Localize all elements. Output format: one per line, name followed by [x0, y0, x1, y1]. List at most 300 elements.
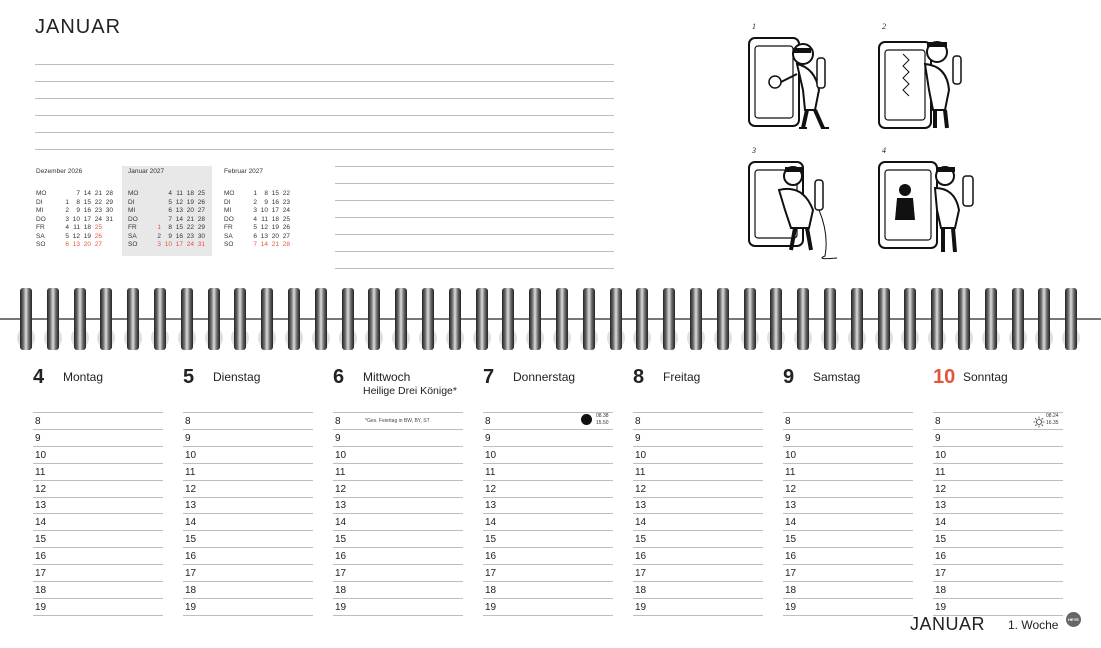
hour-label: 19	[935, 601, 947, 613]
mini-calendar-weekday: SO	[128, 241, 138, 248]
hour-line[interactable]	[333, 530, 463, 531]
mini-calendar-weekday: FR	[36, 224, 45, 231]
spiral-ring	[556, 288, 568, 350]
hour-line[interactable]	[483, 564, 613, 565]
mini-calendar-date: 20	[83, 241, 91, 248]
day-number: 10	[933, 366, 956, 388]
hour-label: 10	[785, 449, 797, 461]
mini-calendar-date: 7	[253, 241, 257, 248]
day-name: Donnerstag	[513, 370, 576, 384]
hour-line[interactable]	[783, 446, 913, 447]
hour-line[interactable]	[483, 429, 613, 430]
hour-label: 18	[185, 584, 197, 596]
mini-calendar-date: 4	[168, 190, 172, 197]
hour-line[interactable]	[783, 598, 913, 599]
mini-calendar-row	[36, 190, 113, 198]
hour-label: 17	[935, 568, 947, 579]
hour-line[interactable]	[33, 480, 163, 481]
moon-time: 15.50	[596, 420, 609, 426]
mini-calendar-weekday: DO	[36, 215, 46, 223]
hour-line[interactable]	[783, 581, 913, 582]
notes-line[interactable]	[35, 115, 614, 116]
mini-calendar-row	[36, 207, 113, 215]
mini-calendar-date: 31	[105, 215, 113, 223]
hour-line[interactable]	[33, 497, 163, 498]
notes-line[interactable]	[35, 149, 614, 150]
cartoon-number-1: 1	[752, 22, 756, 31]
hour-label: 8	[335, 415, 341, 427]
hour-line[interactable]	[783, 530, 913, 531]
day-name: Sonntag	[963, 370, 1008, 384]
mini-calendar-row	[224, 190, 290, 198]
mini-calendar-date: 17	[83, 215, 91, 223]
hour-line[interactable]	[783, 429, 913, 430]
cartoon-number-4: 4	[882, 146, 886, 155]
mini-calendar-row	[128, 190, 205, 198]
hour-line[interactable]	[33, 446, 163, 447]
hour-label: 9	[635, 432, 641, 444]
hour-label: 14	[785, 517, 797, 529]
hour-line[interactable]	[633, 480, 763, 481]
mini-calendar-weekday: DO	[224, 215, 234, 223]
mini-calendar-row	[36, 241, 113, 249]
mini-calendar-date: 29	[197, 224, 205, 231]
mini-calendar-date: 20	[186, 207, 194, 214]
hour-line[interactable]	[783, 615, 913, 616]
spiral-ring	[904, 288, 916, 350]
hour-line	[483, 412, 613, 413]
hour-line[interactable]	[483, 581, 613, 582]
day-column-samstag	[783, 366, 913, 620]
mini-calendar-weekday: SO	[224, 241, 234, 248]
hour-line[interactable]	[333, 547, 463, 548]
hour-label: 12	[335, 483, 347, 495]
notes-line[interactable]	[335, 268, 614, 269]
mini-calendar-date: 12	[175, 198, 183, 206]
hour-line[interactable]	[183, 547, 313, 548]
hour-label: 10	[185, 449, 197, 461]
spiral-ring	[502, 288, 514, 350]
hour-line[interactable]	[183, 513, 313, 514]
hour-line[interactable]	[633, 598, 763, 599]
day-column-montag	[33, 366, 163, 620]
mini-calendar-date: 24	[282, 207, 290, 214]
mini-calendar-weekday: MI	[128, 207, 136, 214]
hour-line[interactable]	[33, 547, 163, 548]
hour-line[interactable]	[333, 480, 463, 481]
hour-label: 12	[35, 483, 47, 495]
hour-label: 16	[185, 551, 197, 563]
mini-calendar-date: 21	[186, 215, 194, 223]
mini-calendar-date: 11	[176, 190, 183, 197]
mini-calendar-date: 29	[105, 198, 113, 206]
hour-line[interactable]	[33, 598, 163, 599]
hour-line[interactable]	[183, 581, 313, 582]
hour-label: 9	[935, 432, 941, 444]
mini-calendar-date: 27	[282, 232, 290, 240]
hour-label: 11	[935, 466, 946, 478]
moon-time: 08.38	[596, 413, 609, 419]
hour-line[interactable]	[483, 513, 613, 514]
spiral-ring	[449, 288, 461, 350]
hour-line[interactable]	[783, 564, 913, 565]
hour-line[interactable]	[183, 480, 313, 481]
hour-line[interactable]	[933, 581, 1063, 582]
hour-line[interactable]	[633, 446, 763, 447]
cartoon-number-3: 3	[752, 146, 756, 155]
mini-calendar-row	[128, 207, 205, 215]
hour-line[interactable]	[333, 429, 463, 430]
mini-calendar-weekday: MO	[128, 190, 139, 197]
mini-calendar-date: 25	[282, 215, 290, 223]
footer-week: 1. Woche	[1008, 618, 1059, 632]
mini-calendar-date: 18	[271, 215, 279, 223]
hour-label: 17	[335, 568, 347, 579]
mini-calendar-date: 12	[260, 224, 268, 231]
day-number: 5	[183, 366, 195, 388]
hour-label: 16	[635, 551, 647, 563]
mini-calendar-date: 10	[72, 215, 80, 223]
hour-line[interactable]	[33, 615, 163, 616]
hour-line[interactable]	[333, 581, 463, 582]
mini-calendar-row	[224, 207, 290, 215]
hour-line[interactable]	[933, 598, 1063, 599]
hour-label: 17	[635, 568, 647, 579]
spiral-ring	[985, 288, 997, 350]
spiral-ring	[744, 288, 756, 350]
hour-label: 17	[185, 568, 197, 579]
hour-line[interactable]	[633, 547, 763, 548]
hour-line[interactable]	[783, 497, 913, 498]
hour-label: 9	[185, 432, 191, 444]
hour-label: 9	[35, 432, 41, 444]
hour-line[interactable]	[333, 615, 463, 616]
mini-calendar-date: 17	[271, 207, 279, 214]
hour-line[interactable]	[633, 564, 763, 565]
mini-calendar-date: 7	[168, 215, 172, 223]
mini-calendar-date: 1	[157, 224, 161, 231]
hour-line[interactable]	[633, 513, 763, 514]
mini-calendar-date: 16	[175, 232, 183, 240]
mini-calendar-date: 8	[264, 190, 268, 197]
hour-label: 8	[485, 415, 491, 427]
mini-calendar-row	[224, 241, 290, 249]
mini-calendar-date: 10	[164, 241, 172, 248]
notes-line[interactable]	[335, 234, 614, 235]
hour-label: 19	[485, 601, 497, 613]
spiral-ring	[234, 288, 246, 350]
spiral-ring	[636, 288, 648, 350]
hour-line[interactable]	[933, 547, 1063, 548]
hour-label: 15	[485, 534, 497, 546]
hour-label: 11	[785, 466, 796, 478]
hour-label: 13	[935, 500, 947, 512]
mini-calendar-date: 11	[73, 224, 80, 231]
notes-line[interactable]	[35, 64, 614, 65]
hour-line[interactable]	[783, 513, 913, 514]
hour-line[interactable]	[633, 497, 763, 498]
mini-calendar-date: 1	[253, 190, 257, 197]
mini-calendar-date: 10	[260, 207, 268, 214]
hour-label: 18	[35, 584, 47, 596]
hour-label: 16	[785, 551, 797, 563]
hour-label: 10	[485, 449, 497, 461]
mini-calendar-row	[224, 199, 290, 207]
spiral-ring	[368, 288, 380, 350]
mini-calendar-date: 5	[168, 198, 172, 206]
hour-line[interactable]	[933, 480, 1063, 481]
hour-line[interactable]	[483, 547, 613, 548]
hour-label: 15	[635, 534, 647, 546]
hour-line[interactable]	[483, 480, 613, 481]
hour-line[interactable]	[183, 615, 313, 616]
mini-calendar-date: 25	[197, 190, 205, 197]
mini-calendar-date: 5	[253, 224, 257, 231]
day-column-mittwoch	[333, 366, 463, 620]
spiral-ring	[1038, 288, 1050, 350]
hour-line[interactable]	[933, 513, 1063, 514]
hour-line	[933, 412, 1063, 413]
hour-line[interactable]	[483, 463, 613, 464]
day-name: Mittwoch	[363, 370, 411, 384]
hour-line[interactable]	[333, 564, 463, 565]
spiral-binding	[0, 288, 1101, 354]
hour-line[interactable]	[33, 429, 163, 430]
hour-label: 14	[635, 517, 647, 529]
mini-calendar-date: 19	[271, 224, 279, 231]
mini-calendar-weekday: DI	[36, 198, 43, 206]
hour-line[interactable]	[933, 429, 1063, 430]
hour-label: 11	[635, 466, 646, 478]
hour-line[interactable]	[333, 497, 463, 498]
hour-line[interactable]	[33, 564, 163, 565]
hour-line[interactable]	[33, 581, 163, 582]
hour-line[interactable]	[183, 598, 313, 599]
notes-line[interactable]	[335, 183, 614, 184]
spiral-ring	[690, 288, 702, 350]
hour-label: 9	[785, 432, 791, 444]
moon-times	[596, 413, 609, 427]
spiral-ring	[1012, 288, 1024, 350]
hour-label: 13	[635, 500, 647, 512]
hour-label: 13	[335, 500, 347, 512]
mini-calendar-date: 2	[65, 207, 69, 214]
hour-label: 13	[785, 500, 797, 512]
spiral-ring	[958, 288, 970, 350]
mini-calendar-row	[36, 233, 113, 241]
hour-line[interactable]	[333, 446, 463, 447]
hour-label: 18	[935, 584, 947, 596]
spiral-ring	[100, 288, 112, 350]
mini-calendar-date: 23	[186, 232, 194, 240]
hour-line[interactable]	[183, 463, 313, 464]
hour-line[interactable]	[633, 581, 763, 582]
mini-calendar-date: 11	[261, 215, 268, 223]
hour-label: 14	[185, 517, 197, 529]
hour-label: 12	[785, 483, 797, 495]
cartoon-panel-4	[875, 154, 985, 264]
notes-line[interactable]	[35, 98, 614, 99]
spiral-ring	[476, 288, 488, 350]
notes-line[interactable]	[35, 81, 614, 82]
hour-line[interactable]	[483, 598, 613, 599]
mini-calendar-date: 15	[83, 198, 91, 206]
hour-label: 8	[635, 415, 641, 427]
hour-label: 19	[635, 601, 647, 613]
spiral-ring	[824, 288, 836, 350]
hour-label: 17	[35, 568, 47, 579]
mini-calendar-date: 24	[186, 241, 194, 248]
spiral-ring	[181, 288, 193, 350]
mini-calendar-date: 4	[253, 215, 257, 223]
hour-label: 14	[935, 517, 947, 529]
mini-calendar-weekday: MI	[224, 207, 232, 214]
hour-line[interactable]	[183, 429, 313, 430]
hour-label: 14	[35, 517, 47, 529]
mini-calendar-date: 19	[186, 198, 194, 206]
hour-line	[783, 412, 913, 413]
mini-calendar-row	[224, 224, 290, 232]
mini-calendar-date: 26	[282, 224, 290, 231]
hour-line[interactable]	[333, 598, 463, 599]
mini-calendar-date: 18	[186, 190, 194, 197]
mini-calendar-title: Januar 2027	[128, 168, 165, 175]
mini-calendar-date: 26	[94, 232, 102, 240]
day-column-sonntag	[933, 366, 1063, 620]
hour-line[interactable]	[633, 530, 763, 531]
hour-line[interactable]	[933, 446, 1063, 447]
hour-line[interactable]	[183, 530, 313, 531]
hour-line[interactable]	[933, 564, 1063, 565]
day-number: 8	[633, 366, 645, 388]
month-title: JANUAR	[35, 16, 122, 38]
mini-calendar-february	[218, 166, 308, 256]
footer-month: JANUAR	[910, 614, 986, 634]
spiral-ring	[208, 288, 220, 350]
mini-calendar-date: 28	[282, 241, 290, 248]
hour-line[interactable]	[183, 564, 313, 565]
hour-label: 17	[485, 568, 497, 579]
spiral-ring	[1065, 288, 1077, 350]
mini-calendar-date	[150, 216, 161, 224]
mini-calendar-date: 3	[157, 241, 161, 248]
hour-line[interactable]	[33, 513, 163, 514]
mini-calendar-date: 6	[253, 232, 257, 240]
day-name: Montag	[63, 370, 104, 384]
day-column-freitag	[633, 366, 763, 620]
hour-label: 8	[785, 415, 791, 427]
hour-line	[183, 412, 313, 413]
hour-label: 13	[35, 500, 47, 512]
hour-label: 12	[485, 483, 497, 495]
hour-label: 12	[185, 483, 197, 495]
mini-calendar-date: 6	[168, 207, 172, 214]
mini-calendar-date: 9	[168, 232, 172, 240]
hour-label: 17	[785, 568, 797, 579]
cartoon-panel-2	[875, 30, 975, 135]
mini-calendar-row	[128, 216, 205, 224]
mini-calendar-date: 6	[65, 241, 69, 248]
notes-line[interactable]	[335, 166, 614, 167]
hour-line[interactable]	[183, 446, 313, 447]
hour-line[interactable]	[633, 463, 763, 464]
mini-calendar-date: 17	[175, 241, 183, 248]
mini-calendar-weekday: MO	[36, 190, 47, 197]
spiral-ring	[422, 288, 434, 350]
hour-label: 19	[35, 601, 47, 613]
mini-calendar-date: 3	[65, 215, 69, 223]
hour-line[interactable]	[783, 547, 913, 548]
notes-line[interactable]	[335, 200, 614, 201]
mini-calendar-row	[128, 241, 205, 249]
hour-line[interactable]	[183, 497, 313, 498]
hour-label: 9	[335, 432, 341, 444]
hour-label: 11	[485, 466, 496, 478]
hour-line[interactable]	[483, 530, 613, 531]
hour-label: 15	[335, 534, 347, 546]
hour-line[interactable]	[633, 429, 763, 430]
sun-icon	[1033, 416, 1045, 428]
hour-line[interactable]	[333, 463, 463, 464]
hour-line[interactable]	[933, 463, 1063, 464]
day-number: 7	[483, 366, 495, 388]
hour-line[interactable]	[33, 463, 163, 464]
hour-line[interactable]	[483, 497, 613, 498]
notes-line[interactable]	[35, 132, 614, 133]
mini-calendar-date: 8	[168, 224, 172, 231]
hour-line[interactable]	[933, 497, 1063, 498]
day-number: 9	[783, 366, 795, 388]
mini-calendar-weekday: SA	[36, 232, 45, 240]
mini-calendar-date: 23	[94, 207, 102, 214]
hour-line[interactable]	[783, 480, 913, 481]
spiral-ring	[342, 288, 354, 350]
day-column-dienstag	[183, 366, 313, 620]
spiral-ring	[931, 288, 943, 350]
hour-label: 13	[185, 500, 197, 512]
hour-line[interactable]	[633, 615, 763, 616]
hour-line	[33, 412, 163, 413]
spiral-ring	[583, 288, 595, 350]
mini-calendar-date: 18	[83, 224, 91, 231]
mini-calendar-date: 2	[253, 198, 257, 206]
hour-line[interactable]	[33, 530, 163, 531]
hour-line[interactable]	[933, 530, 1063, 531]
hour-line[interactable]	[483, 615, 613, 616]
spiral-ring	[797, 288, 809, 350]
hour-line[interactable]	[483, 446, 613, 447]
mini-calendar-row	[128, 199, 205, 207]
publisher-logo: HEYE	[1066, 612, 1081, 627]
notes-line[interactable]	[335, 251, 614, 252]
hour-label: 16	[485, 551, 497, 563]
mini-calendar-date: 13	[175, 207, 183, 214]
hour-label: 15	[785, 534, 797, 546]
mini-calendar-date: 25	[94, 224, 102, 231]
hour-label: 10	[935, 449, 947, 461]
mini-calendar-date: 21	[94, 190, 102, 197]
hour-line[interactable]	[333, 513, 463, 514]
holiday-label: Heilige Drei Könige*	[363, 385, 457, 397]
hour-line[interactable]	[783, 463, 913, 464]
day-number: 4	[33, 366, 45, 388]
hour-label: 16	[935, 551, 947, 563]
spiral-ring	[154, 288, 166, 350]
mini-calendar-date: 9	[264, 198, 268, 206]
mini-calendar-date: 16	[271, 198, 279, 206]
hour-label: 8	[185, 415, 191, 427]
notes-line[interactable]	[335, 217, 614, 218]
